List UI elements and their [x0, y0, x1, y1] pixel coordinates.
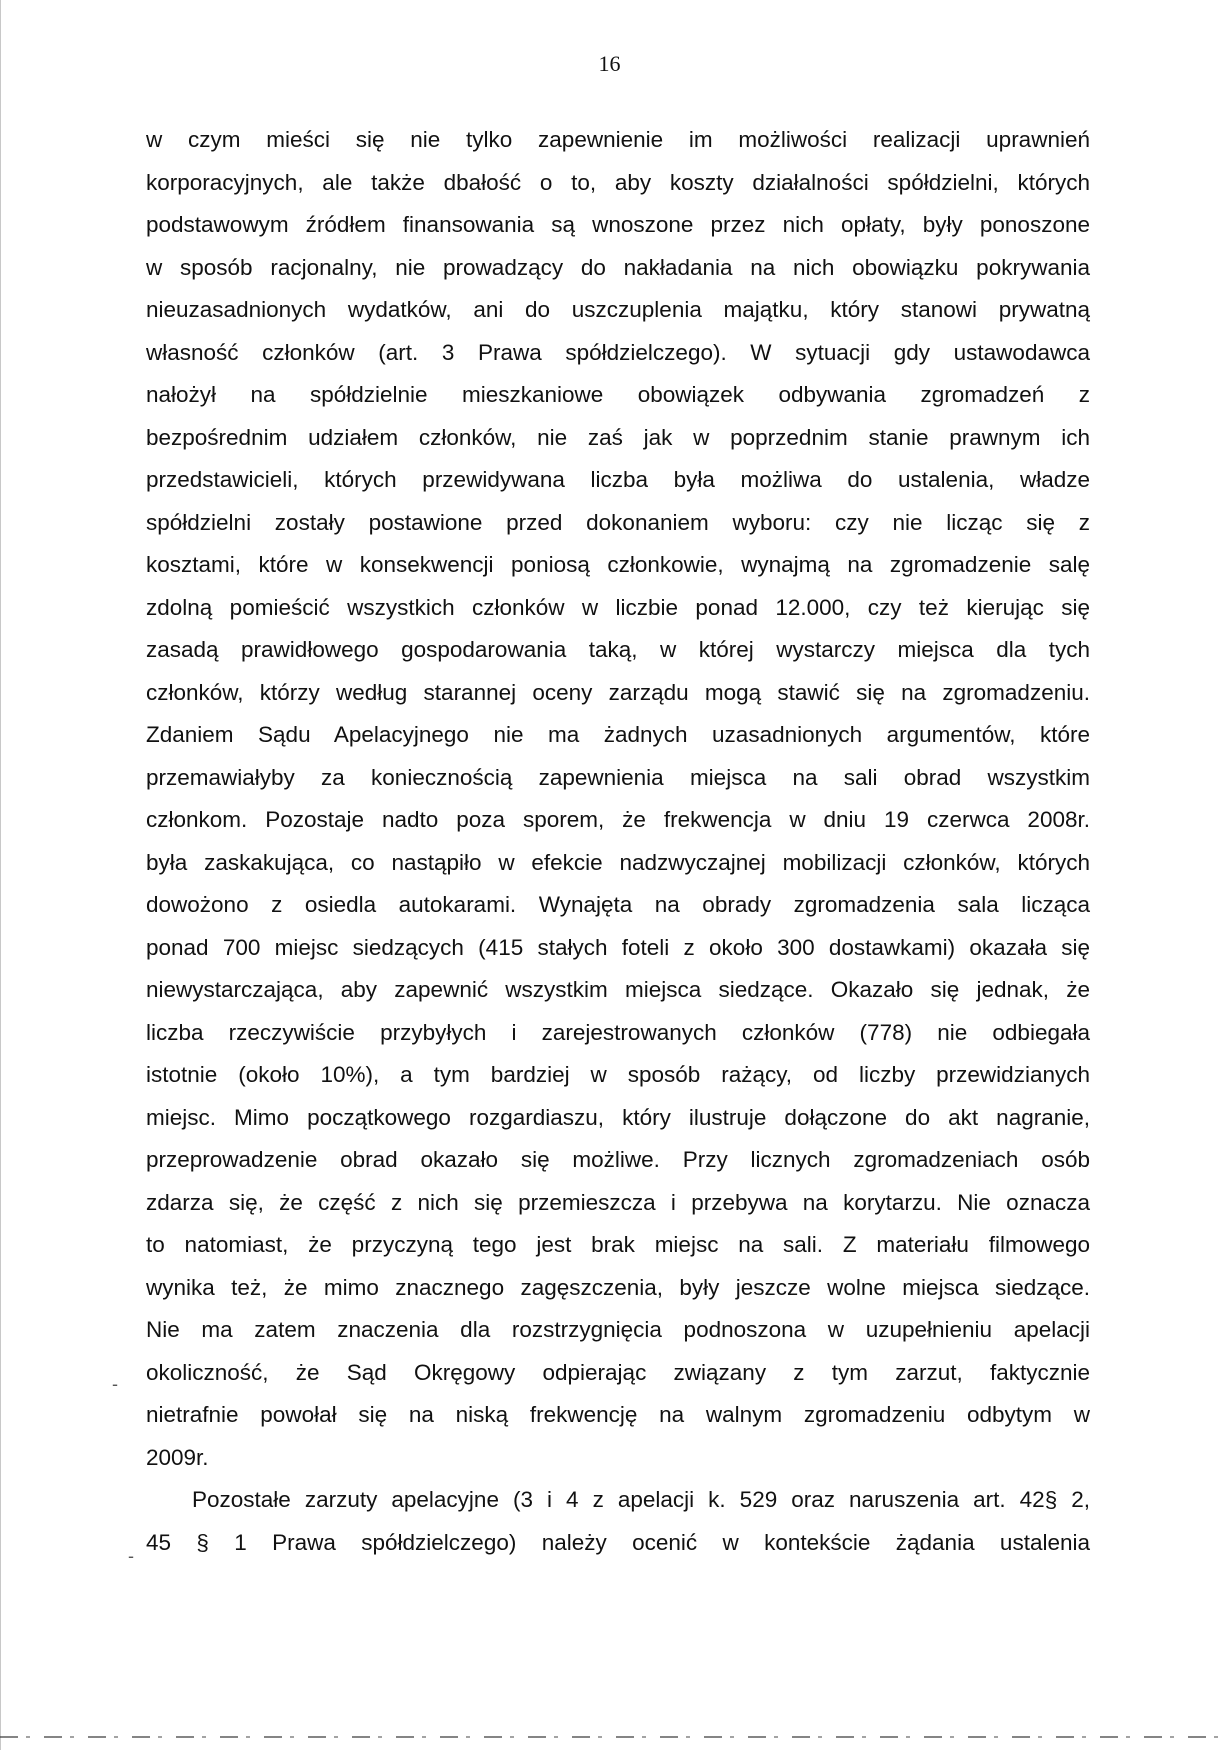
text-line: członkom. Pozostaje nadto poza sporem, że frekwencja w dniu 19 czerwca 2008r.: [146, 807, 1090, 832]
scan-bottom-edge: [0, 1736, 1219, 1738]
text-line: członków, którzy według starannej oceny zarządu mogą stawić się na zgromadzeniu.: [146, 679, 1090, 705]
text-line: 2009r.: [146, 1444, 209, 1470]
text-line: przemawiałyby za koniecznością zapewnienia miejsca na sali obrad wszystkim: [146, 764, 1090, 790]
text-line: ponad 700 miejsc siedzących (415 stałych foteli z około 300 dostawkami) okazała się: [146, 934, 1090, 960]
text-line: miejsc. Mimo początkowego rozgardiaszu, który ilustruje dołączone do akt nagranie,: [146, 1104, 1090, 1130]
text-line: kosztami, które w konsekwencji poniosą członkowie, wynajmą na zgromadzenie salę: [146, 552, 1090, 577]
text-line: była zaskakująca, co nastąpiło w efekcie nadzwyczajnej mobilizacji członków, których: [146, 849, 1090, 875]
text-line: liczba rzeczywiście przybyłych i zarejestrowanych członków (778) nie odbiegała: [146, 1019, 1090, 1045]
scan-left-edge: [0, 0, 1, 1750]
text-line: zdolną pomieścić wszystkich członków w liczbie ponad 12.000, czy też kierując się: [146, 594, 1090, 620]
text-line: przedstawicieli, których przewidywana liczba była możliwa do ustalenia, władze: [146, 467, 1090, 492]
text-line: wynika też, że mimo znacznego zagęszczenia, były jeszcze wolne miejsca siedzące.: [146, 1274, 1090, 1300]
text-line: zdarza się, że część z nich się przemieszcza i przebywa na korytarzu. Nie oznacza: [146, 1189, 1090, 1215]
text-line: Zdaniem Sądu Apelacyjnego nie ma żadnych uzasadnionych argumentów, które: [146, 722, 1090, 747]
page-number: 16: [598, 51, 621, 76]
text-line: niewystarczająca, aby zapewnić wszystkim miejsca siedzące. Okazało się jednak, że: [146, 977, 1090, 1002]
text-line: w czym mieści się nie tylko zapewnienie im możliwości realizacji uprawnień: [146, 127, 1090, 152]
text-line: przeprowadzenie obrad okazało się możliwe. Przy licznych zgromadzeniach osób: [146, 1147, 1090, 1172]
text-line: to natomiast, że przyczyną tego jest brak miejsc na sali. Z materiału filmowego: [146, 1232, 1090, 1257]
text-line: Pozostałe zarzuty apelacyjne (3 i 4 z apelacji k. 529 oraz naruszenia art. 42§ 2,: [192, 1487, 1090, 1512]
text-line: zasadą prawidłowego gospodarowania taką, w której wystarczy miejsca dla tych: [146, 637, 1090, 662]
text-line: istotnie (około 10%), a tym bardziej w sposób rażący, od liczby przewidzianych: [146, 1062, 1090, 1087]
margin-mark: -: [128, 1546, 134, 1566]
text-line: 45 § 1 Prawa spółdzielczego) należy ocenić w kontekście żądania ustalenia: [146, 1529, 1090, 1555]
text-line: spółdzielni zostały postawione przed dokonaniem wyboru: czy nie licząc się z: [146, 509, 1090, 535]
text-line: nietrafnie powołał się na niską frekwencję na walnym zgromadzeniu odbytym w: [146, 1402, 1090, 1427]
text-line: okoliczność, że Sąd Okręgowy odpierając związany z tym zarzut, faktycznie: [146, 1359, 1090, 1385]
text-line: nałożył na spółdzielnie mieszkaniowe obowiązek odbywania zgromadzeń z: [146, 382, 1090, 407]
text-line: korporacyjnych, ale także dbałość o to, aby koszty działalności spółdzielni, których: [146, 169, 1090, 195]
text-line: nieuzasadnionych wydatków, ani do uszczuplenia majątku, który stanowi prywatną: [146, 297, 1090, 322]
paragraph-1: [146, 119, 1090, 1479]
paragraph-2: [146, 1479, 1090, 1564]
text-line: podstawowym źródłem finansowania są wnoszone przez nich opłaty, były ponoszone: [146, 212, 1090, 237]
text-line: własność członków (art. 3 Prawa spółdzielczego). W sytuacji gdy ustawodawca: [146, 339, 1090, 365]
text-line: w sposób racjonalny, nie prowadzący do nakładania na nich obowiązku pokrywania: [146, 254, 1090, 280]
text-line: bezpośrednim udziałem członków, nie zaś jak w poprzednim stanie prawnym ich: [146, 424, 1090, 450]
document-body: [146, 119, 1090, 1564]
text-line: dowożono z osiedla autokarami. Wynajęta na obrady zgromadzenia sala licząca: [146, 892, 1090, 917]
text-line: Nie ma zatem znaczenia dla rozstrzygnięcia podnoszona w uzupełnieniu apelacji: [146, 1317, 1090, 1342]
margin-mark: -: [112, 1374, 118, 1394]
